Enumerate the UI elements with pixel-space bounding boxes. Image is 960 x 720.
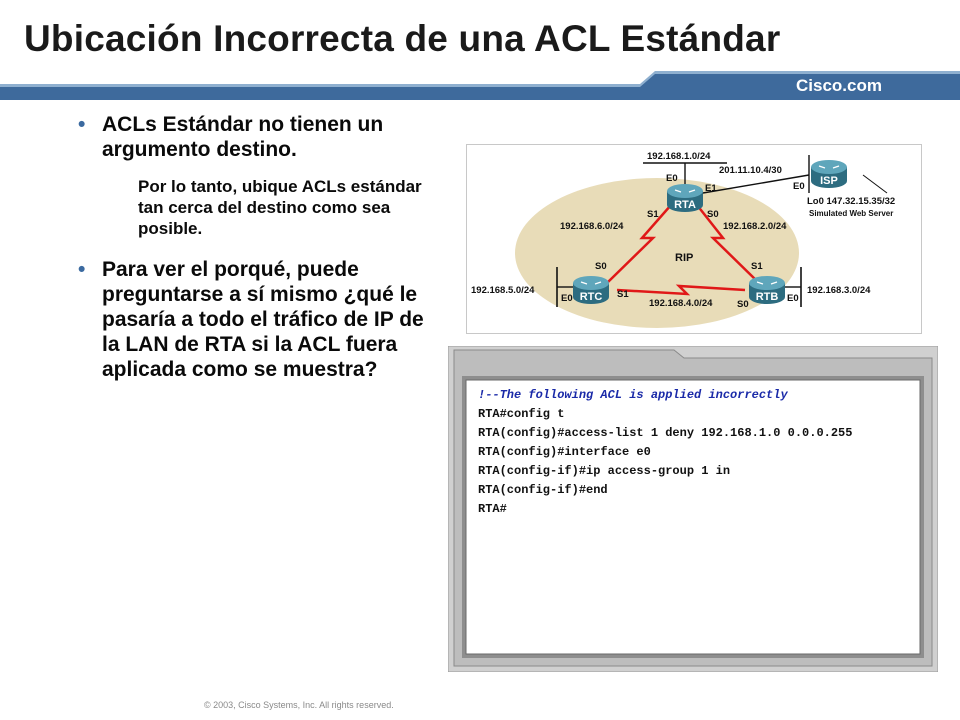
router-isp-icon xyxy=(811,160,847,188)
router-rtc-label: RTC xyxy=(579,291,603,303)
network-label: 192.168.4.0/24 xyxy=(649,298,713,309)
router-console-window xyxy=(448,346,938,672)
router-rtc-icon xyxy=(573,276,609,304)
router-rta-icon xyxy=(667,184,703,212)
interface-label: S0 xyxy=(595,261,607,272)
interface-label: E0 xyxy=(561,293,573,304)
console-line: RTA(config)#access-list 1 deny 192.168.1.0 0.0.0.255 xyxy=(478,426,853,440)
network-label: 192.168.2.0/24 xyxy=(723,221,787,232)
slide-title: Ubicación Incorrecta de una ACL Estándar xyxy=(24,18,781,59)
bullet-text: Para ver el porqué, puede preguntarse a sí mismo ¿qué le pasaría a todo el tráfico de IP de la LAN de RTA si la ACL fuera aplicada como se muestra? xyxy=(102,258,424,381)
bullet-text: ACLs Estándar no tienen un argumento destino. xyxy=(102,113,384,161)
bullet-item xyxy=(78,257,438,382)
console-output xyxy=(478,386,852,519)
bullet-marker: • xyxy=(78,113,86,136)
copyright-notice: © 2003, Cisco Systems, Inc. All rights reserved. xyxy=(204,700,394,710)
network-label: 192.168.3.0/24 xyxy=(807,285,871,296)
interface-label: S0 xyxy=(737,299,749,310)
router-isp-label: ISP xyxy=(820,175,838,187)
isp-loopback-pointer xyxy=(863,175,887,193)
router-rtb-icon xyxy=(749,276,785,304)
interface-label: S0 xyxy=(707,209,719,220)
router-rtb-label: RTB xyxy=(755,291,779,303)
network-label: 192.168.5.0/24 xyxy=(471,285,535,296)
cisco-brand: Cisco.com xyxy=(796,76,882,95)
interface-label: S1 xyxy=(751,261,763,272)
bullet-marker: • xyxy=(78,258,86,281)
interface-label: S1 xyxy=(647,209,659,220)
bullet-item xyxy=(78,112,438,162)
network-label: 201.11.10.4/30 xyxy=(719,165,782,176)
console-line: RTA(config)#interface e0 xyxy=(478,445,651,459)
interface-label: E0 xyxy=(793,181,805,192)
bullet-list xyxy=(78,112,438,388)
console-line: !--The following ACL is applied incorrectly xyxy=(478,388,788,402)
network-label: 192.168.1.0/24 xyxy=(647,151,711,162)
router-rta-label: RTA xyxy=(674,199,696,211)
interface-label: E0 xyxy=(666,173,678,184)
console-line: RTA(config-if)#ip access-group 1 in xyxy=(478,464,731,478)
isp-caption: Simulated Web Server xyxy=(809,209,894,218)
interface-label: S1 xyxy=(617,289,629,300)
console-line: RTA#config t xyxy=(478,407,565,421)
rip-label: RIP xyxy=(675,252,694,264)
isp-loopback-label: Lo0 147.32.15.35/32 xyxy=(807,196,896,207)
sub-bullet-text: Por lo tanto, ubique ACLs estándar tan cerca del destino como sea posible. xyxy=(138,177,422,238)
interface-label: E1 xyxy=(705,183,717,194)
console-line: RTA(config-if)#end xyxy=(478,483,608,497)
console-line: RTA# xyxy=(478,502,507,516)
interface-label: E0 xyxy=(787,293,799,304)
network-label: 192.168.6.0/24 xyxy=(560,221,624,232)
network-diagram xyxy=(466,144,922,334)
